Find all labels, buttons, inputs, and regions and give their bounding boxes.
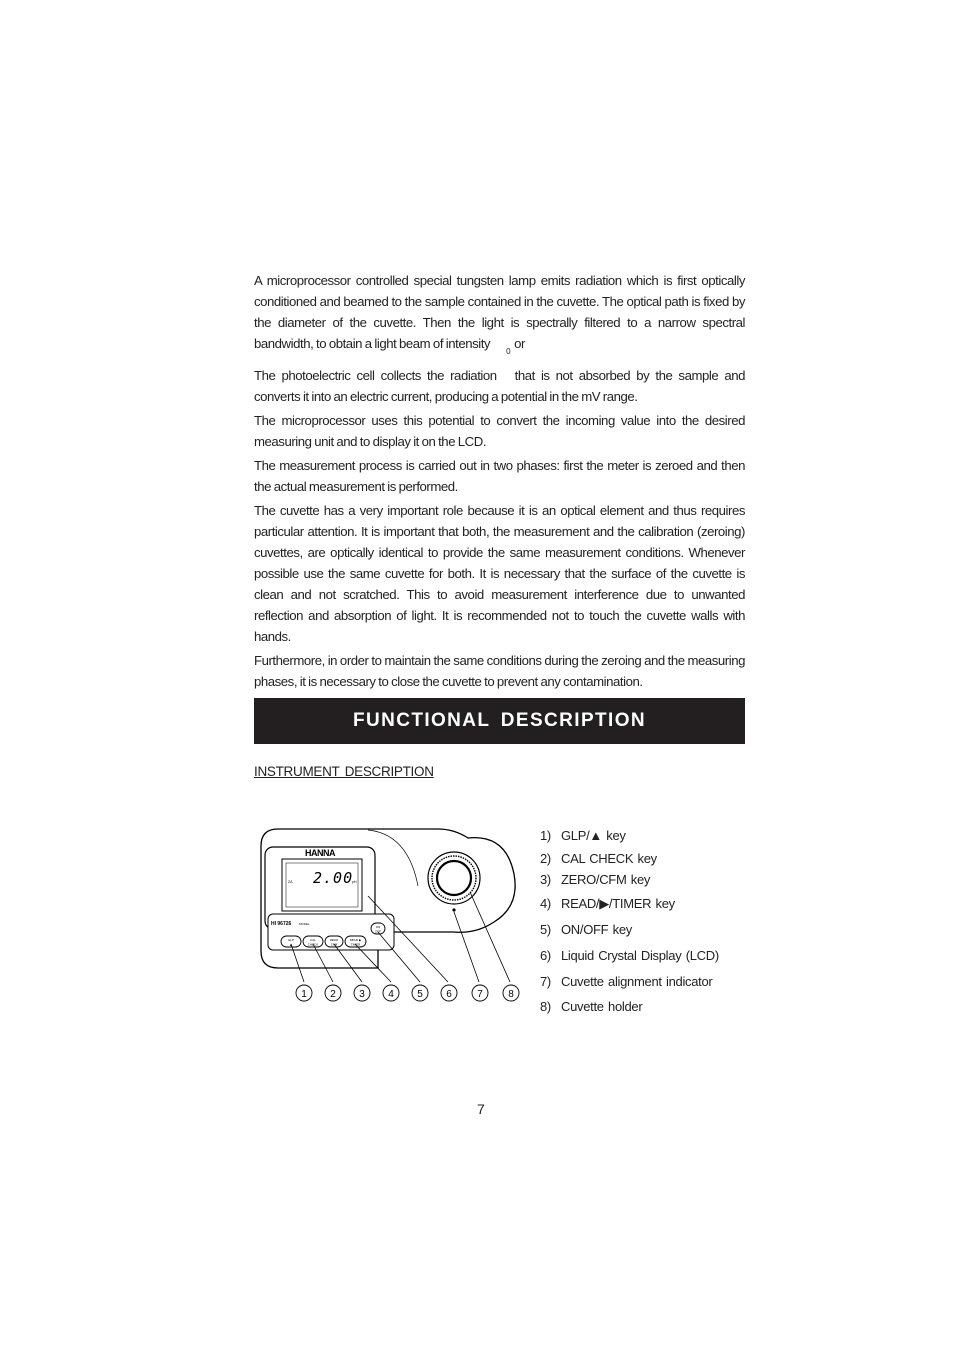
callout-4: 4 [388, 989, 394, 1000]
key-zero-cfm[interactable] [325, 936, 343, 947]
svg-text:ZA: ZA [288, 880, 293, 884]
svg-text:ON: ON [375, 925, 381, 929]
legend-item-4: 4) READ/▶/TIMER key [540, 896, 675, 911]
key-read-timer[interactable] [345, 936, 366, 947]
model-label: HI 96726 [271, 921, 292, 927]
svg-text:OFF: OFF [375, 929, 381, 934]
legend-item-8: 8) Cuvette holder [540, 999, 643, 1014]
key-cal-check[interactable] [303, 936, 323, 947]
key-glp[interactable] [281, 936, 301, 947]
paragraph-lamp-text: A microprocessor controlled special tungsten lamp emits radiation which is first optically conditioned and beamed to the sample contained in the cuvette. The optical path is fixed by the diameter of the cuvette. Then the light is spectrally filtered to a narrow spectral bandwidth, to [254, 273, 745, 351]
lcd-value: 2.00 [313, 869, 354, 887]
callout-5: 5 [417, 989, 423, 1000]
page-number: 7 [477, 1101, 485, 1117]
legend-item-5: 5) ON/OFF key [540, 922, 632, 937]
svg-text:CAL: CAL [310, 938, 316, 942]
callout-2: 2 [330, 989, 336, 1000]
callout-1: 1 [301, 989, 307, 1000]
section-title: FUNCTIONAL DESCRIPTION [352, 710, 647, 731]
paragraph-cuvette-role: The cuvette has a very important role because it is an optical element and thus requires particular attention. It is important that both, the measurement and the calibration (zeroing) cuvettes, are optically identical to provide the same measurement conditions. Whenever possible use the same cuvette for both. It is necessary that the surface of the cuvette is clean and not scratched. This to avoid measurement interference due to unwanted reflection and absorption of light. It is recommended not to touch the cuvette walls with hands. [254, 503, 745, 644]
svg-text:READ ▶: READ ▶ [349, 938, 362, 942]
svg-text:▲: ▲ [289, 942, 293, 947]
callout-6: 6 [446, 989, 452, 1000]
callout-3: 3 [359, 989, 365, 1000]
svg-text:CFM: CFM [330, 942, 338, 947]
paragraph-contamination: Furthermore, in order to maintain the same conditions during the zeroing and the measuring phases, it is necessary to close the cuvette to prevent any contamination. [254, 653, 745, 689]
legend-item-3: 3) ZERO/CFM key [540, 872, 651, 887]
instrument-diagram [258, 826, 528, 1008]
callout-7: 7 [477, 989, 483, 1000]
photo-text-after: that is not absorbed by the sample and converts it into an electric current, producing a potential in the mV range. [254, 368, 745, 404]
callout-8: 8 [508, 989, 514, 1000]
brand-logo: HANNA [305, 848, 335, 858]
paragraph-microprocessor: The microprocessor uses this potential to convert the incoming value into the desired measuring unit and to display it on the LCD. [254, 413, 745, 449]
paragraph-lamp [254, 270, 745, 362]
intensity-tail: or [514, 336, 525, 351]
body-text [254, 270, 745, 695]
svg-text:CHECK: CHECK [307, 942, 319, 947]
svg-text:GLP: GLP [287, 938, 295, 942]
legend-item-2: 2) CAL CHECK key [540, 851, 657, 866]
legend-item-7: 7) Cuvette alignment indicator [540, 974, 713, 989]
legend-item-1: 1) GLP/▲ key [540, 828, 626, 843]
legend-item-6: 6) Liquid Crystal Display (LCD) [540, 948, 719, 963]
section-banner [254, 698, 745, 744]
paragraph-measurement-process: The measurement process is carried out in two phases: first the meter is zeroed and then the actual measurement is performed. [254, 458, 745, 494]
model-suffix: MODEL [299, 922, 310, 926]
callout-numbers [296, 985, 519, 1001]
cuvette-alignment-indicator [452, 908, 455, 911]
intensity-subscript: 0 [506, 347, 511, 356]
paragraph-photoelectric [254, 365, 745, 407]
subsection-title: INSTRUMENT DESCRIPTION [254, 764, 434, 779]
intensity-text: obtain a light beam of intensity [328, 336, 491, 351]
svg-text:ZERO: ZERO [329, 938, 339, 942]
photo-text-before: The photoelectric cell collects the radiation [254, 368, 497, 383]
svg-text:pH: pH [352, 880, 357, 884]
svg-text:TIMER: TIMER [350, 942, 361, 947]
